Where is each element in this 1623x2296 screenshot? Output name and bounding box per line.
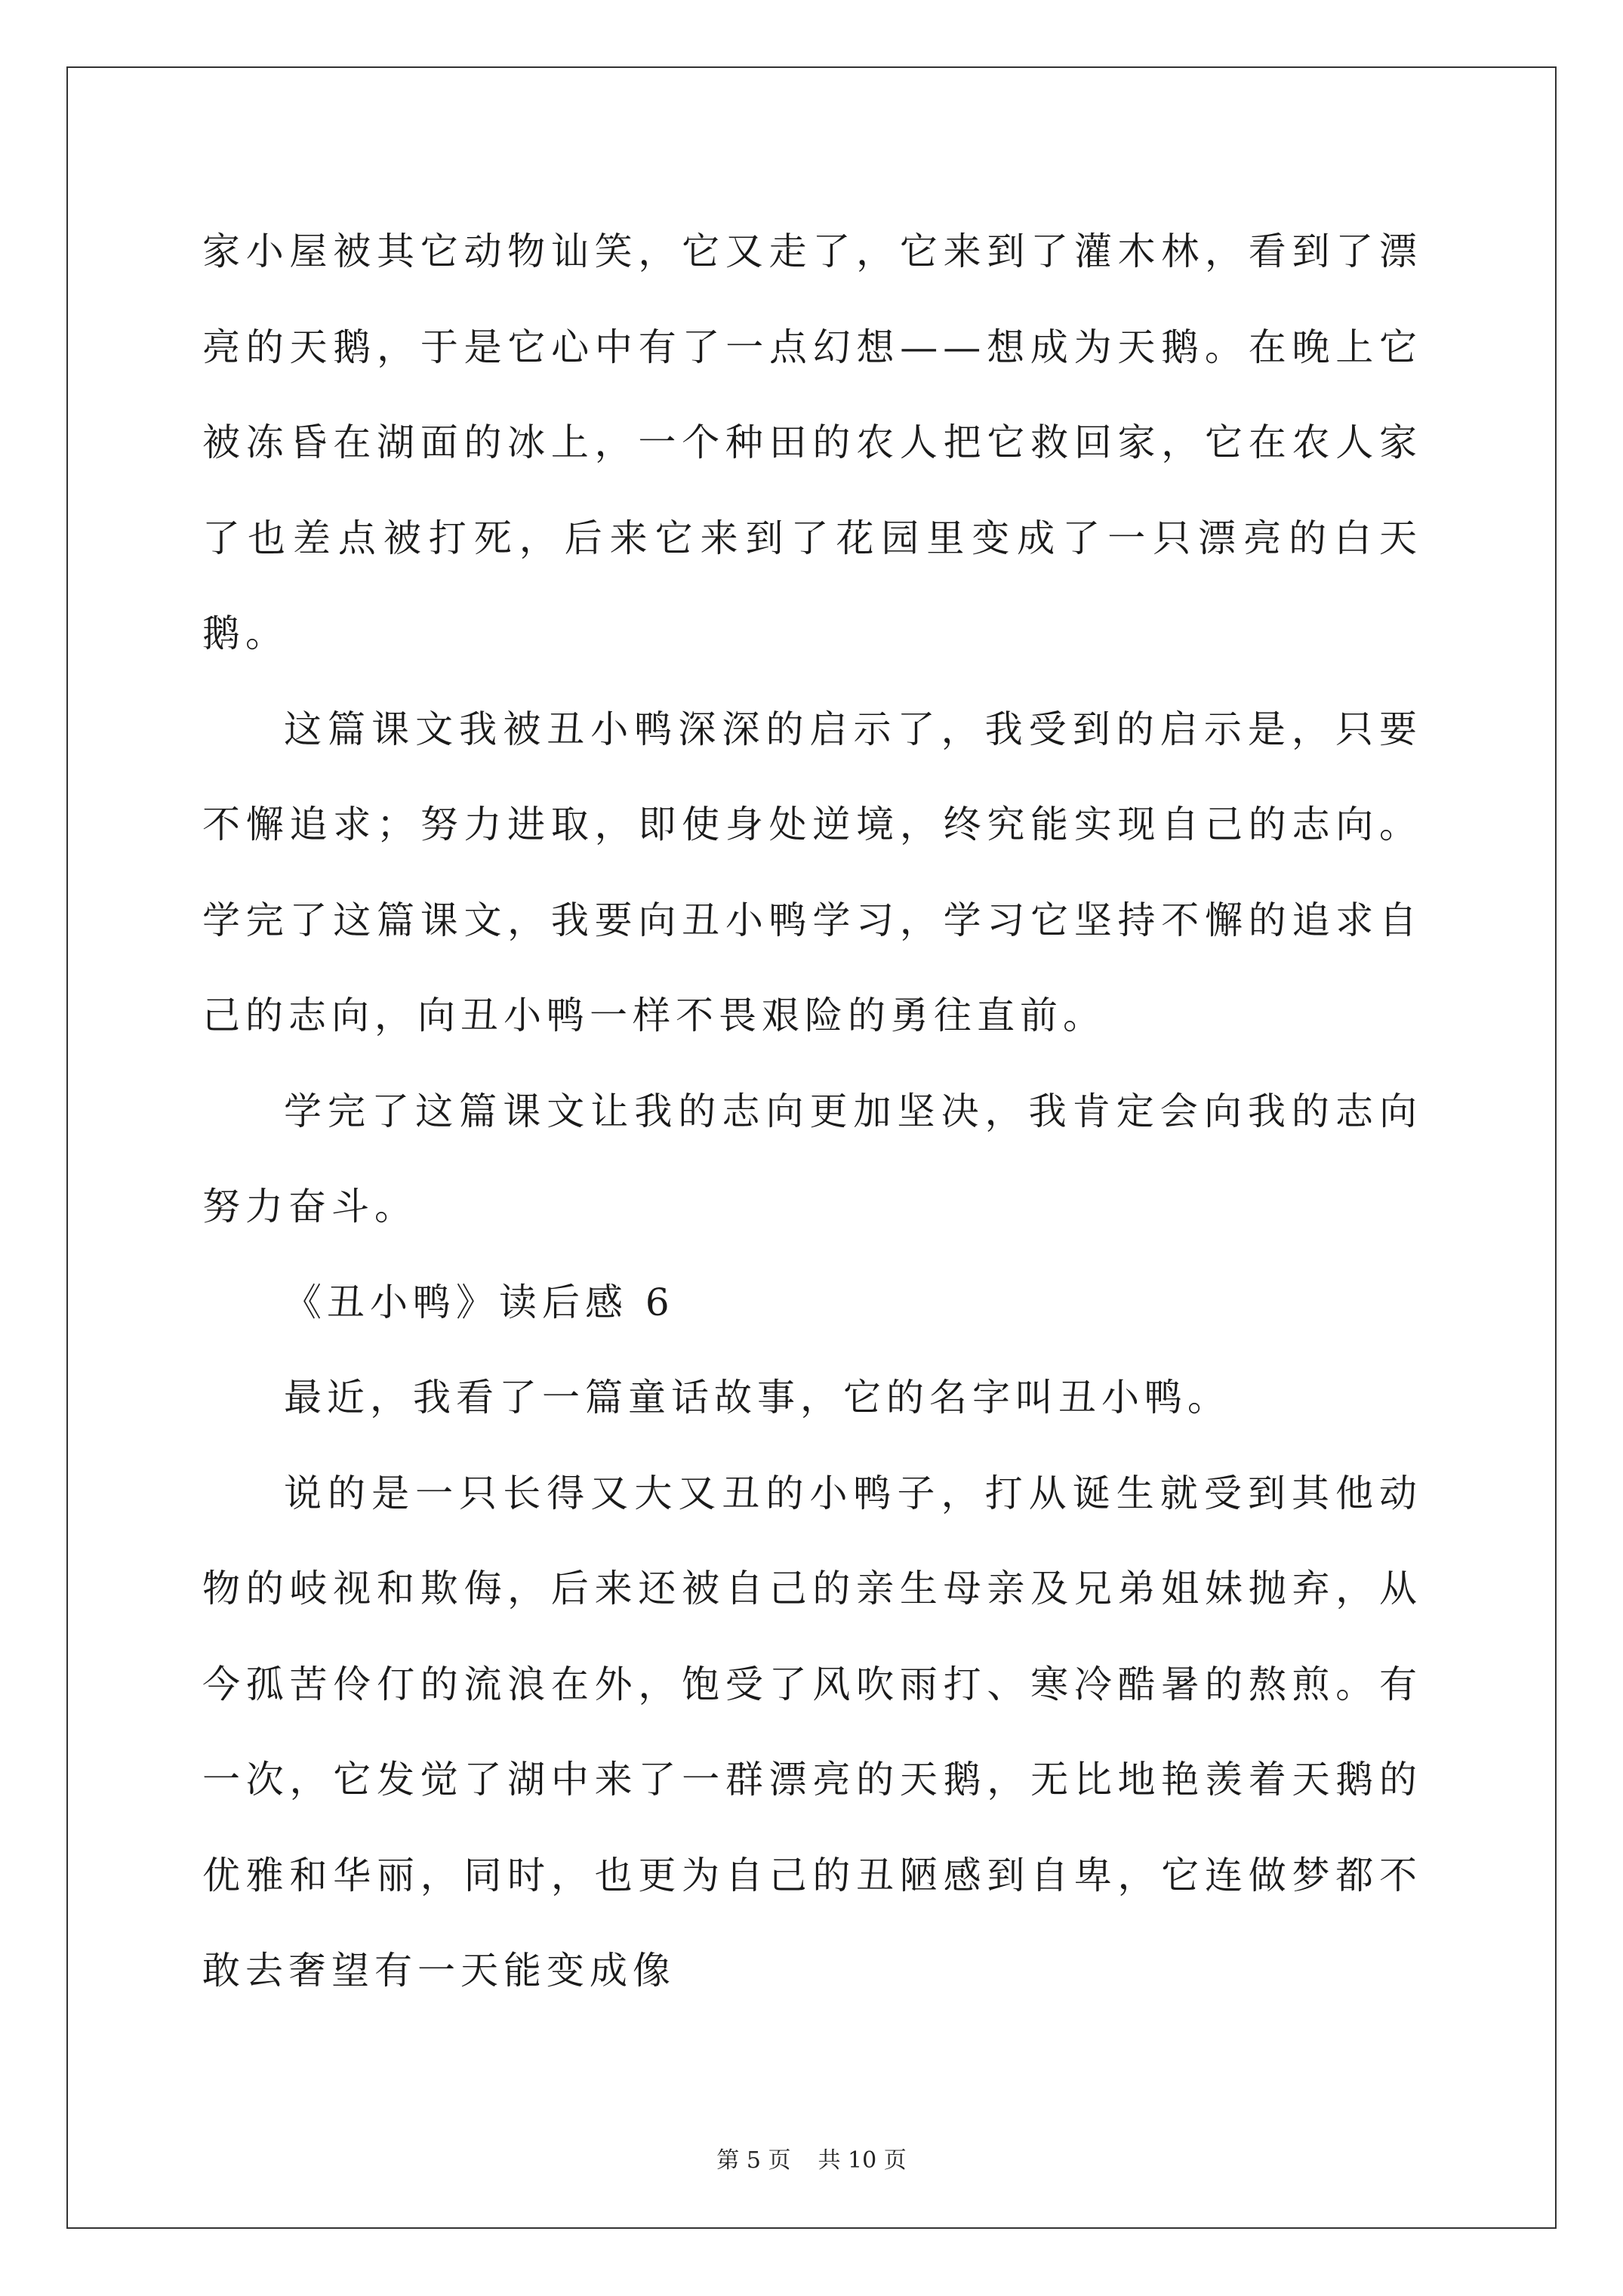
paragraph-4: 最近，我看了一篇童话故事，它的名字叫丑小鸭。 bbox=[284, 1376, 1230, 1419]
paragraph-1: 家小屋被其它动物讪笑，它又走了，它来到了灌木林，看到了漂亮的天鹅，于是它心中有了一点幻想——想成为天鹅。在晚上它被冻昏在湖面的冰上，一个种田的农人把它救回家，它在农人家了也差点被打死，后来它来到了花园里变成了一只漂亮的白天鹅。 bbox=[202, 230, 1422, 655]
paragraph-5: 说的是一只长得又大又丑的小鸭子，打从诞生就受到其他动物的岐视和欺侮，后来还被自己的亲生母亲及兄弟姐妹抛弃，从今孤苦伶仃的流浪在外，饱受了风吹雨打、寒冷酷暑的熬煎。有一次，它发觉了湖中来了一群漂亮的天鹅，无比地艳羡着天鹅的优雅和华丽，同时，也更为自己的丑陋感到自卑，它连做梦都不敢去奢望有一天能变成像 bbox=[202, 1471, 1422, 1992]
document-body bbox=[202, 204, 1422, 2019]
paragraph-2: 这篇课文我被丑小鸭深深的启示了，我受到的启示是，只要不懈追求；努力进取，即使身处逆境，终究能实现自己的志向。学完了这篇课文，我要向丑小鸭学习，学习它坚持不懈的追求自己的志向，向丑小鸭一样不畏艰险的勇往直前。 bbox=[202, 707, 1422, 1037]
page-number: 第 5 页 bbox=[716, 2147, 791, 2174]
page-footer bbox=[0, 2141, 1623, 2174]
section-heading: 《丑小鸭》读后感 6 bbox=[284, 1280, 675, 1324]
paragraph-3: 学完了这篇课文让我的志向更加坚决，我肯定会向我的志向努力奋斗。 bbox=[202, 1089, 1422, 1228]
page-total: 共 10 页 bbox=[818, 2147, 907, 2174]
